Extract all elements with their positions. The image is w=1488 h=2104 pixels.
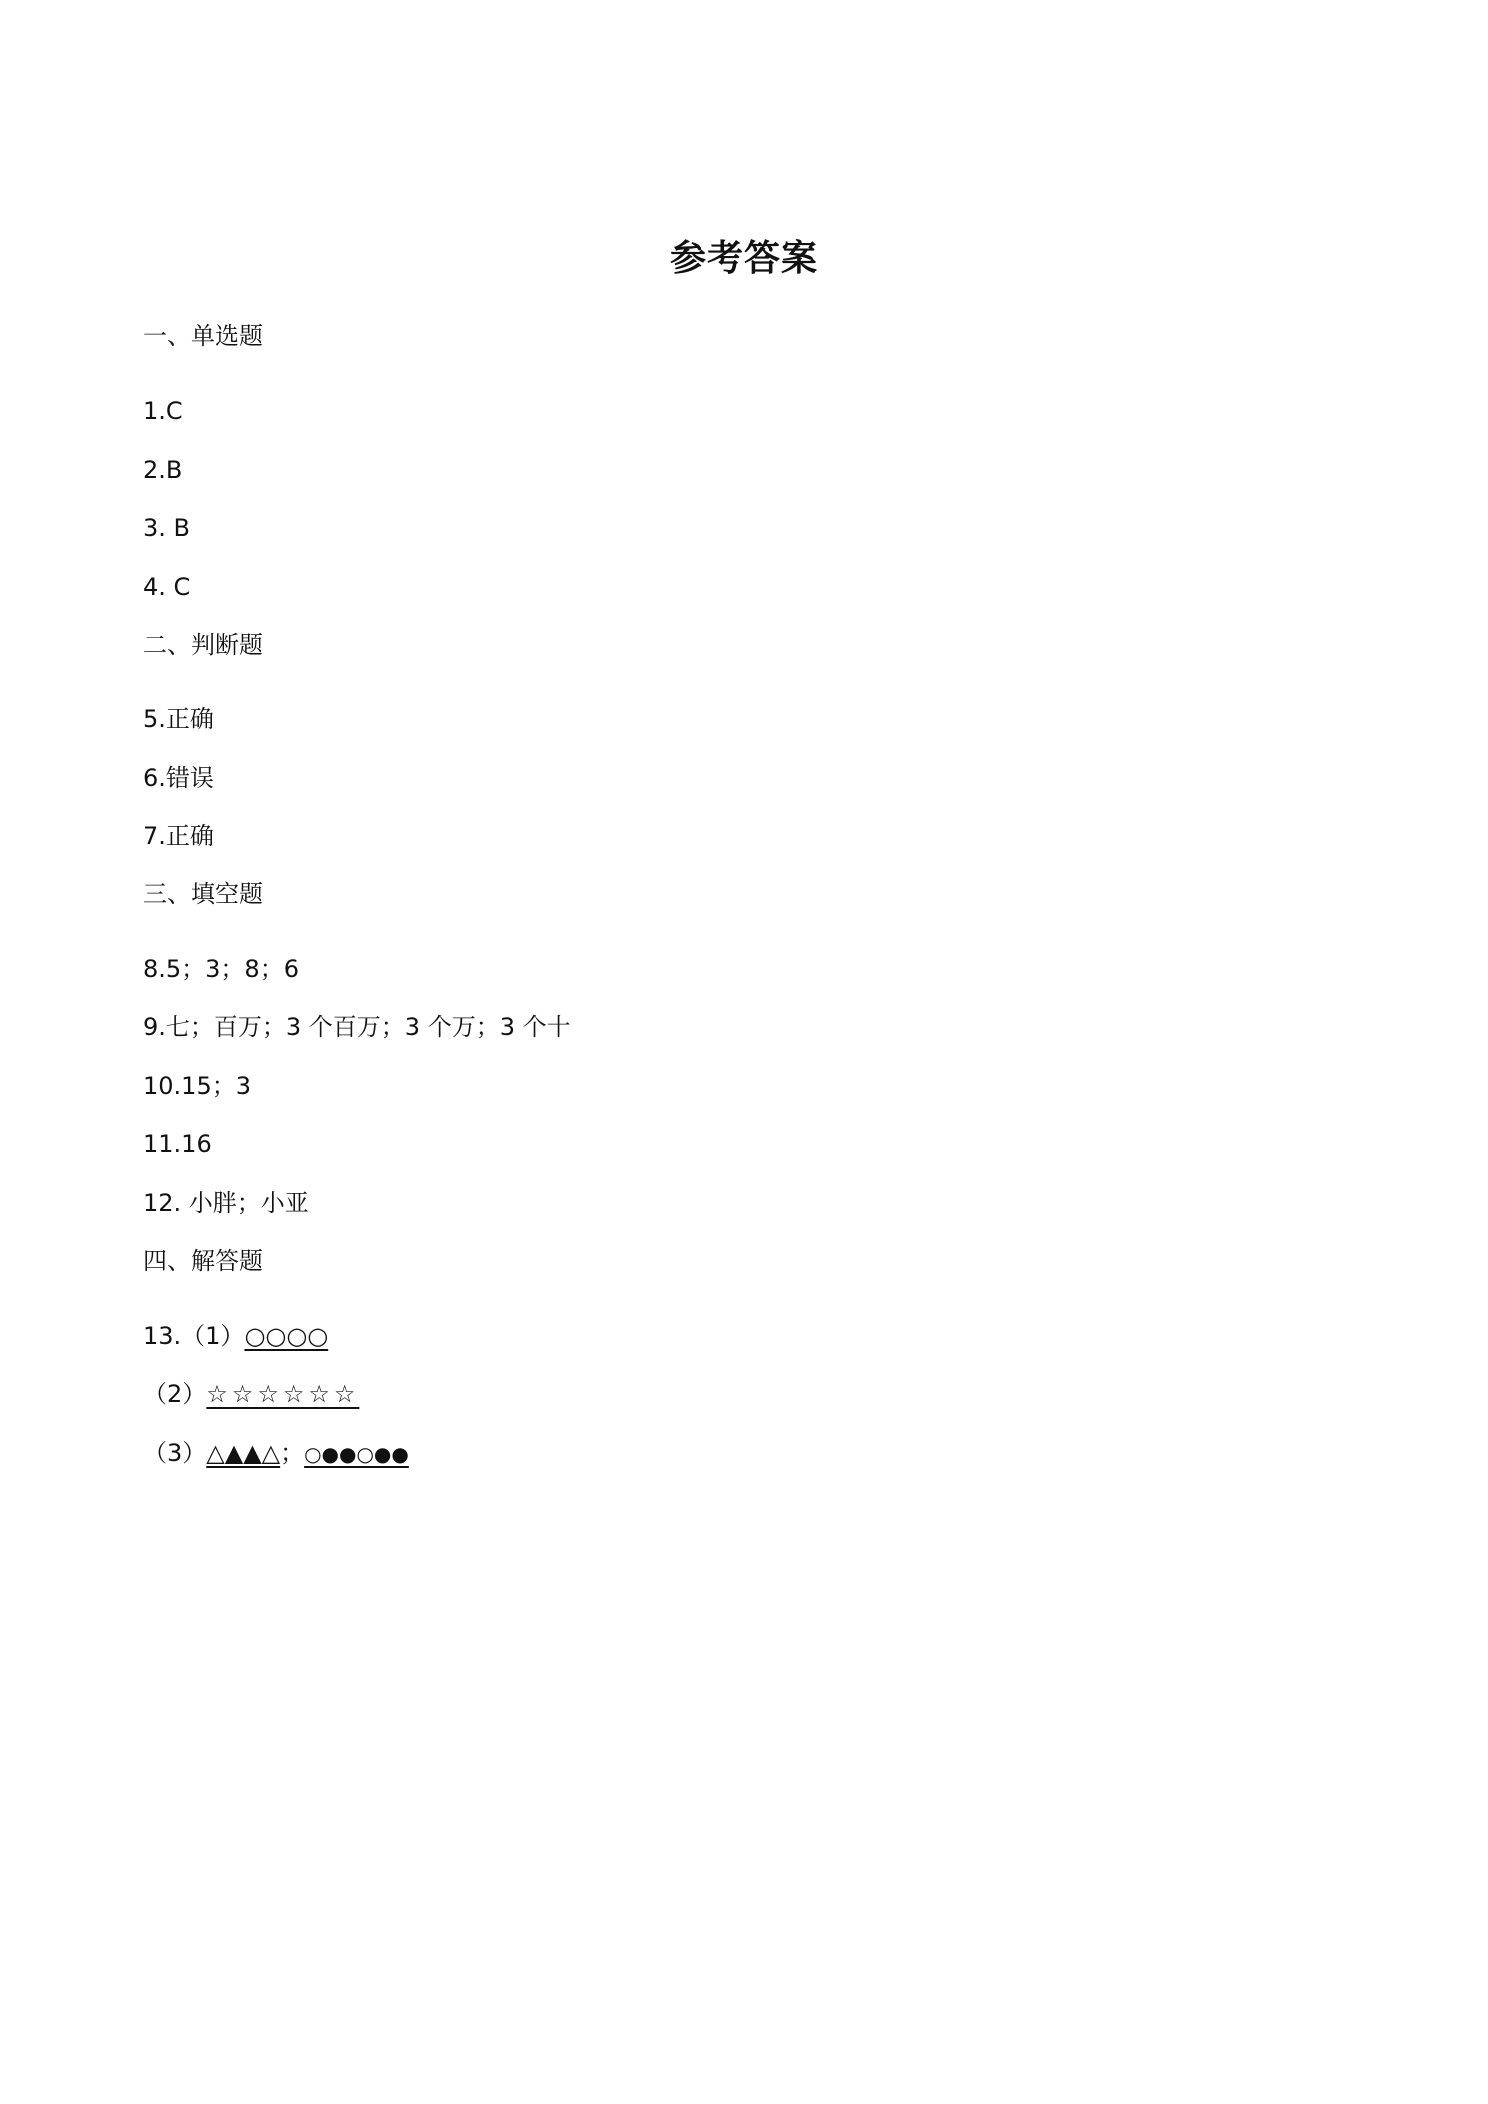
- answer-item-6: 6.错误: [143, 764, 214, 792]
- answer-item-12: 12. 小胖；小亚: [143, 1189, 309, 1217]
- answer-item-11: 11.16: [143, 1130, 212, 1158]
- underlined-answer: ☆☆☆☆☆☆: [206, 1380, 360, 1408]
- answer-item-10: 10.15；3: [143, 1072, 251, 1100]
- page-title: 参考答案: [669, 238, 818, 279]
- separator: ；: [280, 1439, 305, 1467]
- answer-item-13-part-2: [143, 1378, 359, 1410]
- answer-item-8: 8.5；3；8；6: [143, 955, 299, 983]
- section-heading-solution: 四、解答题: [143, 1247, 263, 1275]
- answer-item-3: 3. B: [143, 514, 190, 542]
- underlined-answer-b: ○●●○●●: [304, 1442, 409, 1466]
- answer-item-7: 7.正确: [143, 822, 214, 850]
- answer-item-13-part-1: [143, 1320, 328, 1352]
- underlined-answer-a: △▲▲△: [206, 1439, 281, 1467]
- underlined-answer: ○○○○: [244, 1322, 329, 1350]
- answer-item-4: 4. C: [143, 573, 191, 601]
- part-label: （3）: [143, 1439, 207, 1467]
- answer-item-5: 5.正确: [143, 705, 214, 733]
- answer-item-2: 2.B: [143, 456, 183, 484]
- section-heading-true-false: 二、判断题: [143, 631, 263, 659]
- part-label: 13.（1）: [143, 1322, 245, 1350]
- answer-item-1: 1.C: [143, 397, 183, 425]
- section-heading-single-choice: 一、单选题: [143, 322, 263, 350]
- answer-item-13-part-3: [143, 1437, 409, 1470]
- section-heading-fill-blank: 三、填空题: [143, 880, 263, 908]
- answer-item-9: 9.七；百万；3 个百万；3 个万；3 个十: [143, 1013, 571, 1041]
- part-label: （2）: [143, 1380, 207, 1408]
